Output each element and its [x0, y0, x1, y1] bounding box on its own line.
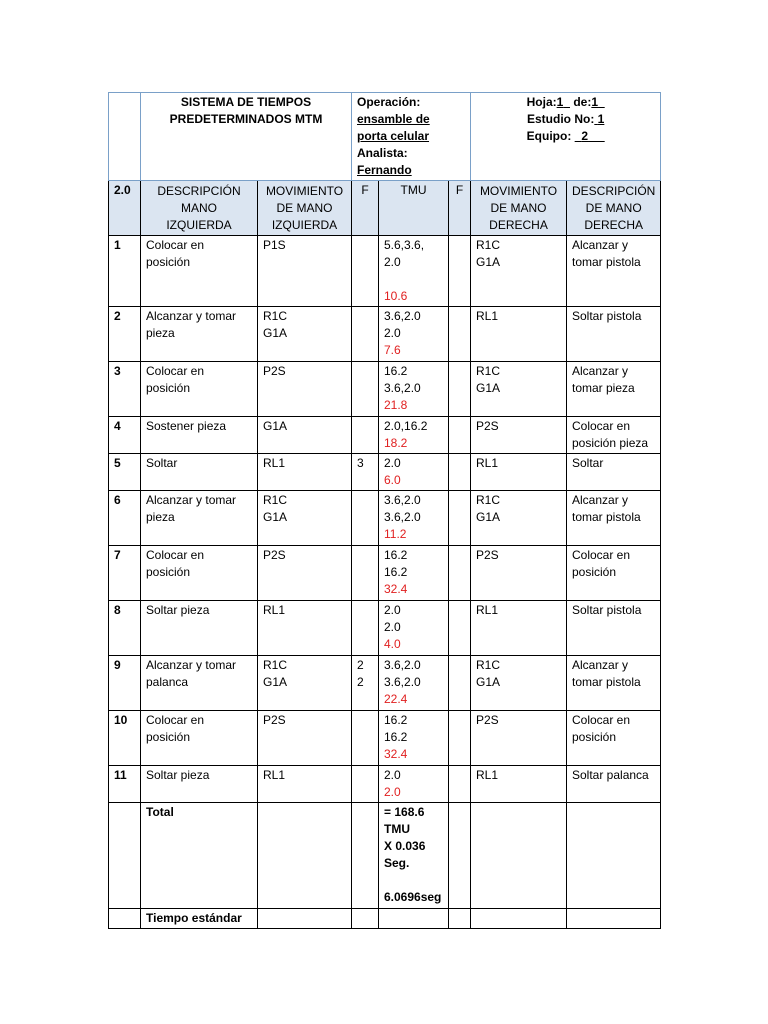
frequency-left: 2 2 [352, 656, 379, 711]
frequency-left [352, 307, 379, 362]
right-hand-description: Alcanzar y tomar pistola [567, 656, 661, 711]
frequency-left [352, 546, 379, 601]
step-number: 7 [109, 546, 141, 601]
table-row [109, 656, 661, 711]
analyst-name: Fernando [357, 163, 412, 177]
left-hand-movement: P2S [258, 362, 352, 417]
step-number: 2 [109, 307, 141, 362]
frequency-left [352, 417, 379, 454]
step-number: 10 [109, 711, 141, 766]
tmu-subtotal: 32.4 [384, 582, 408, 596]
right-hand-description: Alcanzar y tomar pistola [567, 236, 661, 307]
left-hand-description: Soltar [141, 454, 258, 491]
left-hand-description: Sostener pieza [141, 417, 258, 454]
col-num-header: 2.0 [109, 181, 141, 236]
standard-time-label: Tiempo estándar [141, 909, 258, 929]
col-left-desc-header: DESCRIPCIÓN MANO IZQUIERDA [141, 181, 258, 236]
tmu-subtotal: 4.0 [384, 637, 401, 651]
frequency-left [352, 236, 379, 307]
left-hand-description: Colocar en posición [141, 362, 258, 417]
left-hand-movement: RL1 [258, 766, 352, 803]
tmu-subtotal: 32.4 [384, 747, 408, 761]
frequency-right [449, 601, 471, 656]
left-hand-movement: P2S [258, 546, 352, 601]
right-hand-movement: R1C G1A [471, 362, 567, 417]
right-hand-movement: R1C G1A [471, 236, 567, 307]
right-hand-description: Colocar en posición [567, 711, 661, 766]
table-row [109, 362, 661, 417]
frequency-right [449, 417, 471, 454]
operation-value-line2: porta celular [357, 129, 430, 143]
frequency-right [449, 546, 471, 601]
left-hand-movement: R1C G1A [258, 491, 352, 546]
left-hand-description: Alcanzar y tomar pieza [141, 491, 258, 546]
frequency-left [352, 491, 379, 546]
tmu-cell: 3.6,2.0 2.0 7.6 [379, 307, 449, 362]
step-number: 4 [109, 417, 141, 454]
left-hand-description: Alcanzar y tomar pieza [141, 307, 258, 362]
analyst-label: Analista: [357, 146, 408, 160]
frequency-right [449, 362, 471, 417]
frequency-left [352, 711, 379, 766]
frequency-left [352, 766, 379, 803]
col-f-left-header: F [352, 181, 379, 236]
step-number: 3 [109, 362, 141, 417]
left-hand-description: Soltar pieza [141, 601, 258, 656]
frequency-left [352, 362, 379, 417]
right-hand-movement: R1C G1A [471, 656, 567, 711]
sheet-info-cell [471, 93, 661, 181]
tmu-cell: 3.6,2.0 3.6,2.0 11.2 [379, 491, 449, 546]
sheet-value: 1 [556, 95, 564, 109]
table-row [109, 454, 661, 491]
right-hand-description: Alcanzar y tomar pistola [567, 491, 661, 546]
total-seconds-value: 6.0696seg [384, 890, 442, 904]
left-hand-movement: RL1 [258, 454, 352, 491]
study-label: Estudio No: [526, 112, 595, 126]
operation-label: Operación: [357, 95, 421, 109]
step-number: 5 [109, 454, 141, 491]
col-right-desc-header: DESCRIPCIÓN DE MANO DERECHA [567, 181, 661, 236]
sheet-label: Hoja: [526, 95, 557, 109]
right-hand-description: Soltar pistola [567, 601, 661, 656]
system-title [141, 93, 352, 181]
left-hand-movement: RL1 [258, 601, 352, 656]
tmu-subtotal: 6.0 [384, 473, 401, 487]
step-rows [109, 236, 661, 803]
right-hand-movement: P2S [471, 546, 567, 601]
table-row [109, 417, 661, 454]
right-hand-description: Colocar en posición pieza [567, 417, 661, 454]
frequency-left [352, 601, 379, 656]
left-hand-movement: R1C G1A [258, 656, 352, 711]
team-value: 2 [581, 129, 589, 143]
tmu-subtotal: 18.2 [384, 436, 408, 450]
standard-time-row [109, 909, 661, 929]
tmu-cell: 5.6,3.6, 2.0 10.6 [379, 236, 449, 307]
total-conversion-factor: X 0.036 [384, 839, 426, 853]
right-hand-movement: RL1 [471, 601, 567, 656]
table-row [109, 307, 661, 362]
header-row [109, 93, 661, 181]
total-seconds-unit: Seg. [384, 856, 410, 870]
left-hand-description: Colocar en posición [141, 546, 258, 601]
table-row [109, 711, 661, 766]
left-hand-description: Alcanzar y tomar palanca [141, 656, 258, 711]
step-number: 1 [109, 236, 141, 307]
right-hand-description: Soltar palanca [567, 766, 661, 803]
step-number: 11 [109, 766, 141, 803]
tmu-subtotal: 10.6 [384, 289, 408, 303]
right-hand-movement: RL1 [471, 766, 567, 803]
frequency-right [449, 454, 471, 491]
table-row [109, 236, 661, 307]
tmu-cell: 16.2 3.6,2.0 21.8 [379, 362, 449, 417]
team-label: Equipo: [526, 129, 572, 143]
step-number: 8 [109, 601, 141, 656]
left-hand-movement: P1S [258, 236, 352, 307]
table-row [109, 601, 661, 656]
mtm-worksheet [108, 92, 661, 929]
operation-cell [352, 93, 471, 181]
left-hand-description: Soltar pieza [141, 766, 258, 803]
right-hand-movement: P2S [471, 417, 567, 454]
mtm-table [108, 92, 661, 929]
operation-value-line1: ensamble de [357, 112, 430, 126]
tmu-cell: 16.2 16.2 32.4 [379, 546, 449, 601]
of-value: 1 [591, 95, 599, 109]
tmu-cell: 16.2 16.2 32.4 [379, 711, 449, 766]
left-hand-movement: G1A [258, 417, 352, 454]
left-hand-movement: R1C G1A [258, 307, 352, 362]
frequency-right [449, 491, 471, 546]
system-title-line1: SISTEMA DE TIEMPOS [180, 95, 312, 109]
study-value: 1 [597, 112, 605, 126]
total-tmu-cell [379, 803, 449, 909]
table-row [109, 546, 661, 601]
frequency-right [449, 307, 471, 362]
step-number: 6 [109, 491, 141, 546]
right-hand-description: Alcanzar y tomar pieza [567, 362, 661, 417]
frequency-right [449, 656, 471, 711]
total-label: Total [141, 803, 258, 909]
frequency-right [449, 711, 471, 766]
tmu-subtotal: 21.8 [384, 398, 408, 412]
table-row [109, 491, 661, 546]
col-right-mov-header: MOVIMIENTO DE MANO DERECHA [471, 181, 567, 236]
right-hand-description: Soltar pistola [567, 307, 661, 362]
left-hand-description: Colocar en posición [141, 236, 258, 307]
right-hand-description: Soltar [567, 454, 661, 491]
tmu-cell: 3.6,2.0 3.6,2.0 22.4 [379, 656, 449, 711]
right-hand-description: Colocar en posición [567, 546, 661, 601]
frequency-left: 3 [352, 454, 379, 491]
total-num-cell [109, 803, 141, 909]
table-row [109, 766, 661, 803]
right-hand-movement: RL1 [471, 454, 567, 491]
left-hand-movement: P2S [258, 711, 352, 766]
total-tmu-unit: TMU [384, 822, 410, 836]
of-label: de: [573, 95, 592, 109]
step-number: 9 [109, 656, 141, 711]
col-f-right-header: F [449, 181, 471, 236]
total-row [109, 803, 661, 909]
tmu-subtotal: 22.4 [384, 692, 408, 706]
right-hand-movement: R1C G1A [471, 491, 567, 546]
col-left-mov-header: MOVIMIENTO DE MANO IZQUIERDA [258, 181, 352, 236]
left-hand-description: Colocar en posición [141, 711, 258, 766]
total-tmu-value: = 168.6 [384, 805, 425, 819]
system-title-line2: PREDETERMINADOS MTM [169, 112, 323, 126]
col-tmu-header: TMU [379, 181, 449, 236]
tmu-cell: 2.0 2.0 4.0 [379, 601, 449, 656]
right-hand-movement: P2S [471, 711, 567, 766]
header-empty-cell [109, 93, 141, 181]
tmu-subtotal: 7.6 [384, 343, 401, 357]
tmu-subtotal: 11.2 [384, 527, 407, 541]
tmu-subtotal: 2.0 [384, 785, 401, 799]
tmu-cell: 2.0 2.0 [379, 766, 449, 803]
tmu-cell: 2.0,16.2 18.2 [379, 417, 449, 454]
right-hand-movement: RL1 [471, 307, 567, 362]
tmu-cell: 2.0 6.0 [379, 454, 449, 491]
frequency-right [449, 236, 471, 307]
column-header-row [109, 181, 661, 236]
frequency-right [449, 766, 471, 803]
